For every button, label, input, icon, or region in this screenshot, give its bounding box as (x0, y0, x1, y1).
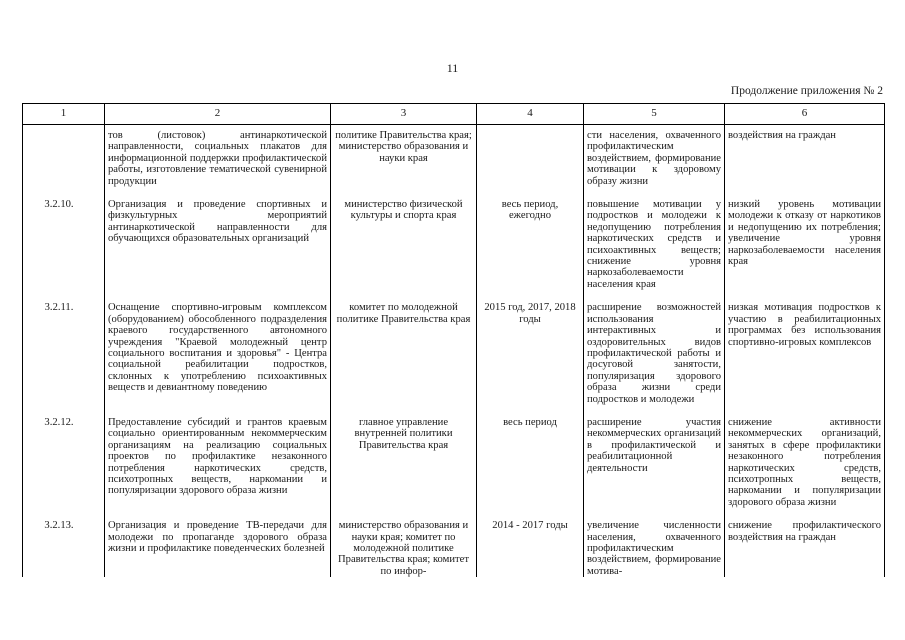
continuation-label: Продолжение приложения № 2 (730, 85, 883, 97)
risk-cell: снижение профилактического воздействия на граждан (725, 520, 885, 577)
row-number: 3.2.12. (23, 417, 105, 508)
executor-cell: министерство образования и науки края; комитет по молодежной политике Правительства края; комитет по инфор- (331, 520, 477, 577)
table-row (23, 520, 885, 577)
column-header: 3 (331, 104, 477, 125)
activity-cell: Организация и проведение ТВ-передачи для молодежи по пропаганде здорового образа жизни и профилактике поведенческих болезней (105, 520, 331, 577)
risk-cell: низкая мотивация подростков к участию в реабилитационных программах без использования спортивно-игровых комплексов (725, 302, 885, 405)
period-cell (477, 125, 584, 188)
table-row (23, 199, 885, 290)
result-cell: расширение участия некоммерческих организаций в профилактической и реабилитационной деятельности (584, 417, 725, 508)
column-header: 1 (23, 104, 105, 125)
table-row (23, 417, 885, 508)
executor-cell: комитет по молодежной политике Правительства края (331, 302, 477, 405)
period-cell: 2014 - 2017 годы (477, 520, 584, 577)
executor-cell: министерство физической культуры и спорта края (331, 199, 477, 290)
risk-cell: снижение активности некоммерческих организаций, занятых в сфере профилактики незаконного потребления наркотических средств, психотропных веществ, наркомании и популяризации здорового образа жизни (725, 417, 885, 508)
risk-cell: низкий уровень мотивации молодежи к отказу от наркотиков и недопущению их потребления; увеличение уровня наркозаболеваемости населения края (725, 199, 885, 290)
table-row (23, 302, 885, 405)
row-number: 3.2.10. (23, 199, 105, 290)
period-cell: весь период (477, 417, 584, 508)
period-cell: 2015 год, 2017, 2018 годы (477, 302, 584, 405)
column-header: 2 (105, 104, 331, 125)
column-header: 6 (725, 104, 885, 125)
row-number: 3.2.13. (23, 520, 105, 577)
table-row (23, 125, 885, 188)
table-header-row (23, 104, 885, 125)
activity-cell: Предоставление субсидий и грантов краевым социально ориентированным некоммерческим организациям на реализацию социальных проектов по профилактике незаконного потребления наркотических средств, психотропных веществ, наркомании и популяризации здорового образа жизни (105, 417, 331, 508)
activity-cell: тов (листовок) антинаркотической направленности, социальных плакатов для информационной поддержки профилактической работы, изготовление тематической сувенирной продукции (105, 125, 331, 188)
activity-cell: Оснащение спортивно-игровым комплексом (оборудованием) обособленного подразделения краевого государственного автономного учреждения "Краевой молодежный центр социального воспитания и здоровья" - Центра социальной реабилитации подростков, склонных к употреблению психоактивных веществ и девиантному поведению (105, 302, 331, 405)
activity-cell: Организация и проведение спортивных и физкультурных мероприятий антинаркотической направленности для обучающихся образовательных организаций (105, 199, 331, 290)
executor-cell: политике Правительства края; министерство образования и науки края (331, 125, 477, 188)
row-number: 3.2.11. (23, 302, 105, 405)
executor-cell: главное управление внутренней политики Правительства края (331, 417, 477, 508)
result-cell: сти населения, охваченного профилактическим воздействием, формирование мотивации к здоровому образу жизни (584, 125, 725, 188)
row-number (23, 125, 105, 188)
result-cell: расширение возможностей использования интерактивных и оздоровительных видов профилактической работы и досуговой занятости, популяризация здорового образа жизни среди подростков и молодежи (584, 302, 725, 405)
column-header: 4 (477, 104, 584, 125)
period-cell: весь период, ежегодно (477, 199, 584, 290)
column-header: 5 (584, 104, 725, 125)
page-number: 11 (446, 61, 459, 75)
program-table (22, 103, 885, 577)
result-cell: повышение мотивации у подростков и молодежи к недопущению потребления наркотических средств и психоактивных веществ; снижение уровня наркозаболеваемости населения края (584, 199, 725, 290)
risk-cell: воздействия на граждан (725, 125, 885, 188)
result-cell: увеличение численности населения, охваченного профилактическим воздействием, формирование мотива- (584, 520, 725, 577)
